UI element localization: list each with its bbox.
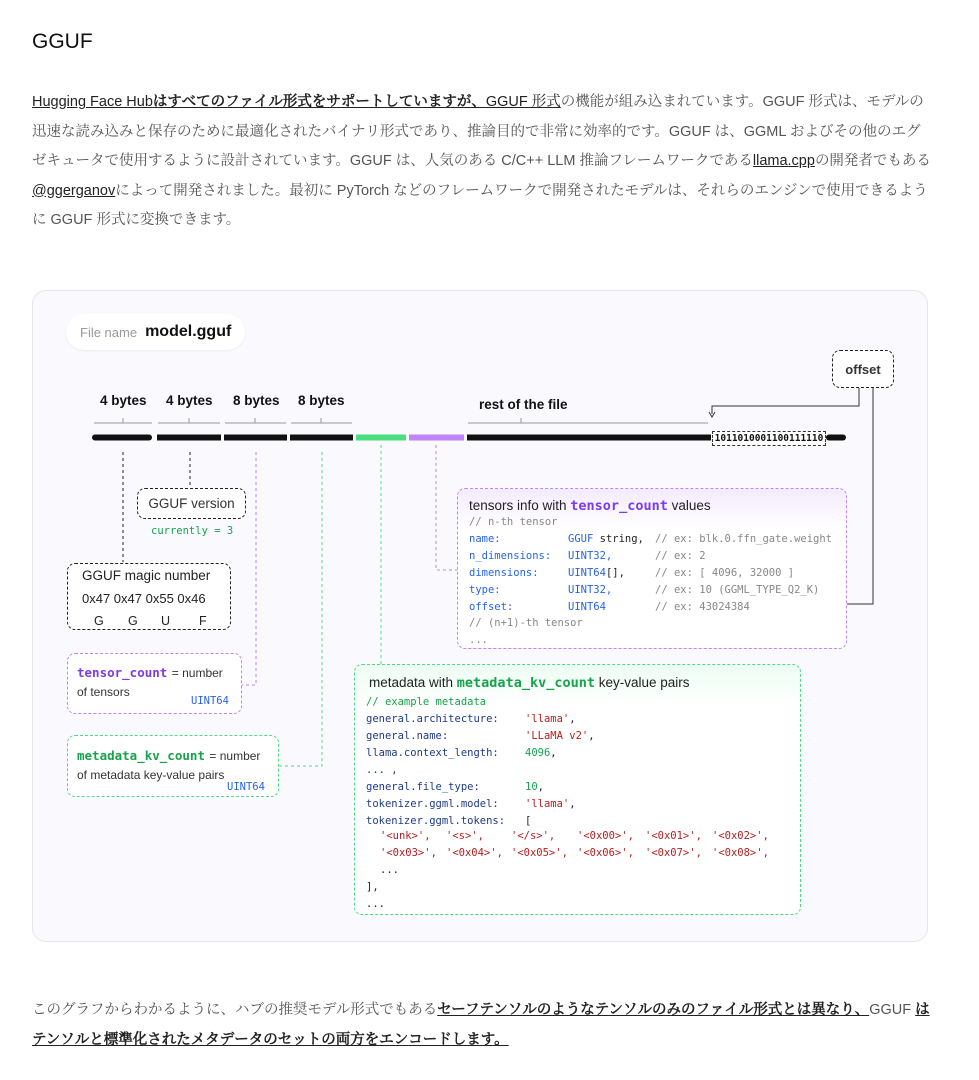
- token: '<0x02>',: [712, 830, 769, 842]
- token: '<0x01>',: [645, 830, 702, 842]
- token: '<0x00>',: [577, 830, 634, 842]
- metadata-row-tail: ,: [537, 781, 544, 793]
- link-hugging-face-hub[interactable]: Hugging Face Hub: [32, 94, 153, 110]
- metadata-row-key: llama.context_length:: [366, 747, 499, 759]
- bar-version: [157, 435, 221, 441]
- tensor-row-key: offset:: [469, 601, 514, 613]
- tensor-row-comment: // ex: 10 (GGML_TYPE_Q2_K): [655, 584, 820, 596]
- rest-of-file-label: rest of the file: [479, 397, 568, 412]
- tensor-row-key: n_dimensions:: [469, 550, 552, 562]
- tensor-count-text2: of tensors: [77, 685, 130, 699]
- tensor-row-type: [568, 601, 606, 613]
- tensor-row-type-prefix: UINT32,: [568, 550, 613, 562]
- conclusion-text-2: GGUF: [869, 1002, 916, 1018]
- metadata-row-value: [525, 713, 576, 725]
- tensor-count-code: tensor_count: [77, 665, 168, 680]
- intro-text: の機能が組み込まれています。GGUF 形式は、モデルの迅速な読み込みと保存のために最適化されたバイナリ形式であり、推論目的で非常に効率的です。GGUF は、GGML およびその他のエグゼキュータで使用するように設計されています。GGUF は、人気のある C/C++ LLM 推論フレームワークである: [32, 94, 924, 169]
- tensor-row-type-prefix: GGUF: [568, 533, 594, 545]
- kv-count-text2: of metadata key-value pairs: [77, 768, 225, 782]
- tensors-info-box: [457, 488, 847, 649]
- metadata-row-val: 10: [525, 781, 538, 793]
- tensor-count-text1: = number: [171, 666, 223, 680]
- metadata-row-key: general.architecture:: [366, 713, 499, 725]
- byte-label-tensor-count: 8 bytes: [233, 393, 280, 408]
- tensor-row-type: [568, 584, 612, 596]
- version-note: currently = 3: [151, 525, 234, 537]
- tensors-info-ellipsis: ...: [469, 634, 488, 646]
- metadata-row-key: general.name:: [366, 730, 449, 742]
- token: '</s>',: [511, 830, 556, 842]
- bar-kv-count: [290, 435, 353, 441]
- token: '<0x05>',: [511, 847, 568, 859]
- bar-tensors-info: [409, 435, 464, 441]
- metadata-row-val: 'llama': [525, 713, 570, 725]
- tensors-info-title-code: tensor_count: [570, 498, 668, 514]
- kv-count-code: metadata_kv_count: [77, 748, 205, 763]
- tensor-row-type-rest: string,: [593, 533, 644, 545]
- tensor-row-key: name:: [469, 533, 501, 545]
- kv-count-box: [67, 735, 279, 797]
- tensor-row-comment: // ex: [ 4096, 32000 ]: [655, 567, 795, 579]
- metadata-row-value: [525, 730, 595, 742]
- token: '<unk>',: [380, 830, 431, 842]
- magic-letter-1: G: [94, 614, 104, 628]
- tokens-close: ],: [366, 881, 379, 893]
- filename-label: File name: [80, 324, 138, 340]
- byte-label-version: 4 bytes: [166, 393, 213, 408]
- tokens-ellipsis: ...: [380, 864, 399, 876]
- connector-tensors-info: [436, 445, 457, 570]
- metadata-row-val: 4096: [525, 747, 551, 759]
- tensors-info-title-suffix: values: [667, 498, 711, 513]
- kv-count-type: UINT64: [227, 781, 265, 793]
- metadata-row-tail: [: [525, 815, 532, 827]
- token: '<s>',: [446, 830, 484, 842]
- intro-text-3: によって開発されました。最初に PyTorch などのフレームワークで開発されたモデルは、それらのエンジンで使用できるように GGUF 形式に変換できます。: [32, 182, 928, 228]
- metadata-row-tail: ,: [550, 747, 557, 759]
- tensor-row-type-prefix: UINT64: [568, 601, 606, 613]
- byte-label-magic: 4 bytes: [100, 393, 147, 408]
- metadata-row-value: [525, 747, 557, 759]
- metadata-box: [354, 664, 801, 915]
- connector-tensor-count: [242, 452, 256, 685]
- link-ggerganov[interactable]: @ggerganov: [32, 182, 116, 199]
- metadata-row-tail: ,: [569, 798, 576, 810]
- metadata-row-key: ... ,: [366, 764, 398, 776]
- conclusion-text-1: このグラフからわかるように、ハブの推奨モデル形式でもある: [32, 1002, 438, 1018]
- bold-text: はすべてのファイル形式をサポートしていますが、: [152, 94, 486, 110]
- byte-label-kv-count: 8 bytes: [298, 393, 345, 408]
- metadata-comment: // example metadata: [366, 696, 487, 708]
- tensor-row-comment: // ex: 2: [655, 550, 706, 562]
- metadata-title-code: metadata_kv_count: [456, 675, 595, 691]
- magic-letter-2: G: [128, 614, 138, 628]
- magic-letter-4: F: [199, 614, 207, 628]
- tensors-info-title-prefix: tensors info with: [469, 498, 571, 513]
- metadata-row-val: 'llama': [525, 798, 570, 810]
- conclusion-bold-2: はテンソルと標準化されたメタデータのセットの両方をエンコードします。: [32, 1002, 930, 1048]
- tensor-count-type: UINT64: [191, 695, 229, 707]
- tensor-row-comment: // ex: blk.0.ffn_gate.weight: [655, 533, 833, 545]
- token: '<0x07>',: [645, 847, 702, 859]
- tensor-row-comment: // ex: 43024384: [655, 601, 750, 613]
- version-title: GGUF version: [148, 496, 235, 511]
- connector-kv-count: [279, 452, 322, 766]
- token: '<0x04>',: [446, 847, 503, 859]
- tensor-row-key: type:: [469, 584, 501, 596]
- binary-sample: 1011010001100111110: [712, 431, 826, 446]
- tensor-row-type: [568, 533, 644, 545]
- offset-box: offset: [832, 350, 894, 388]
- tensors-info-comment1: // n-th tensor: [469, 516, 558, 528]
- metadata-row-key: tokenizer.ggml.model:: [366, 798, 499, 810]
- tensor-row-key: dimensions:: [469, 567, 539, 579]
- metadata-row-value: [525, 798, 576, 810]
- bar-metadata: [356, 435, 406, 441]
- magic-letter-3: U: [161, 614, 171, 628]
- tensor-row-type: [568, 567, 625, 579]
- version-box: [137, 488, 246, 519]
- metadata-row-value: [525, 781, 544, 793]
- byte-brackets: [94, 418, 708, 423]
- offset-arrow-top: [712, 388, 859, 414]
- metadata-ellipsis: ...: [366, 898, 385, 910]
- metadata-title-suffix: key-value pairs: [594, 675, 690, 690]
- tensor-row-type-prefix: UINT64: [568, 567, 606, 579]
- token: '<0x03>',: [380, 847, 437, 859]
- metadata-row-key: general.file_type:: [366, 781, 480, 793]
- bar-end: [826, 435, 846, 441]
- conclusion-bold-1: セーフテンソルのようなテンソルのみのファイル形式とは異なり、: [437, 1002, 870, 1018]
- page-title: GGUF: [32, 30, 93, 53]
- tensor-row-type-rest: [],: [605, 567, 625, 579]
- link-gguf-format[interactable]: GGUF 形式: [485, 94, 561, 110]
- magic-hex: 0x47 0x47 0x55 0x46: [82, 591, 206, 606]
- filename-pill: [66, 314, 245, 350]
- metadata-title-prefix: metadata with: [369, 675, 457, 690]
- metadata-row-key: tokenizer.ggml.tokens:: [366, 815, 506, 827]
- magic-title: GGUF magic number: [82, 568, 211, 583]
- metadata-row-tail: ,: [588, 730, 595, 742]
- tensor-row-type: [568, 550, 612, 562]
- conclusion-paragraph: [32, 996, 932, 1055]
- tensor-count-box: [67, 653, 242, 714]
- bar-magic: [92, 435, 152, 441]
- kv-count-text1: = number: [209, 749, 261, 763]
- metadata-row-value: [525, 815, 531, 827]
- filename-value: model.gguf: [145, 323, 232, 340]
- metadata-row-val: 'LLaMA v2': [525, 730, 589, 742]
- token: '<0x08>',: [712, 847, 769, 859]
- bar-rest: [467, 435, 711, 441]
- link-llama-cpp[interactable]: llama.cpp: [752, 153, 815, 169]
- magic-box: [67, 563, 231, 630]
- intro-text-2: の開発者でもある: [814, 153, 931, 169]
- token: '<0x06>',: [577, 847, 634, 859]
- bar-tensor-count: [224, 435, 287, 441]
- metadata-row-tail: ,: [569, 713, 576, 725]
- tensor-row-type-prefix: UINT32,: [568, 584, 613, 596]
- tensors-info-comment2: // (n+1)-th tensor: [469, 617, 583, 629]
